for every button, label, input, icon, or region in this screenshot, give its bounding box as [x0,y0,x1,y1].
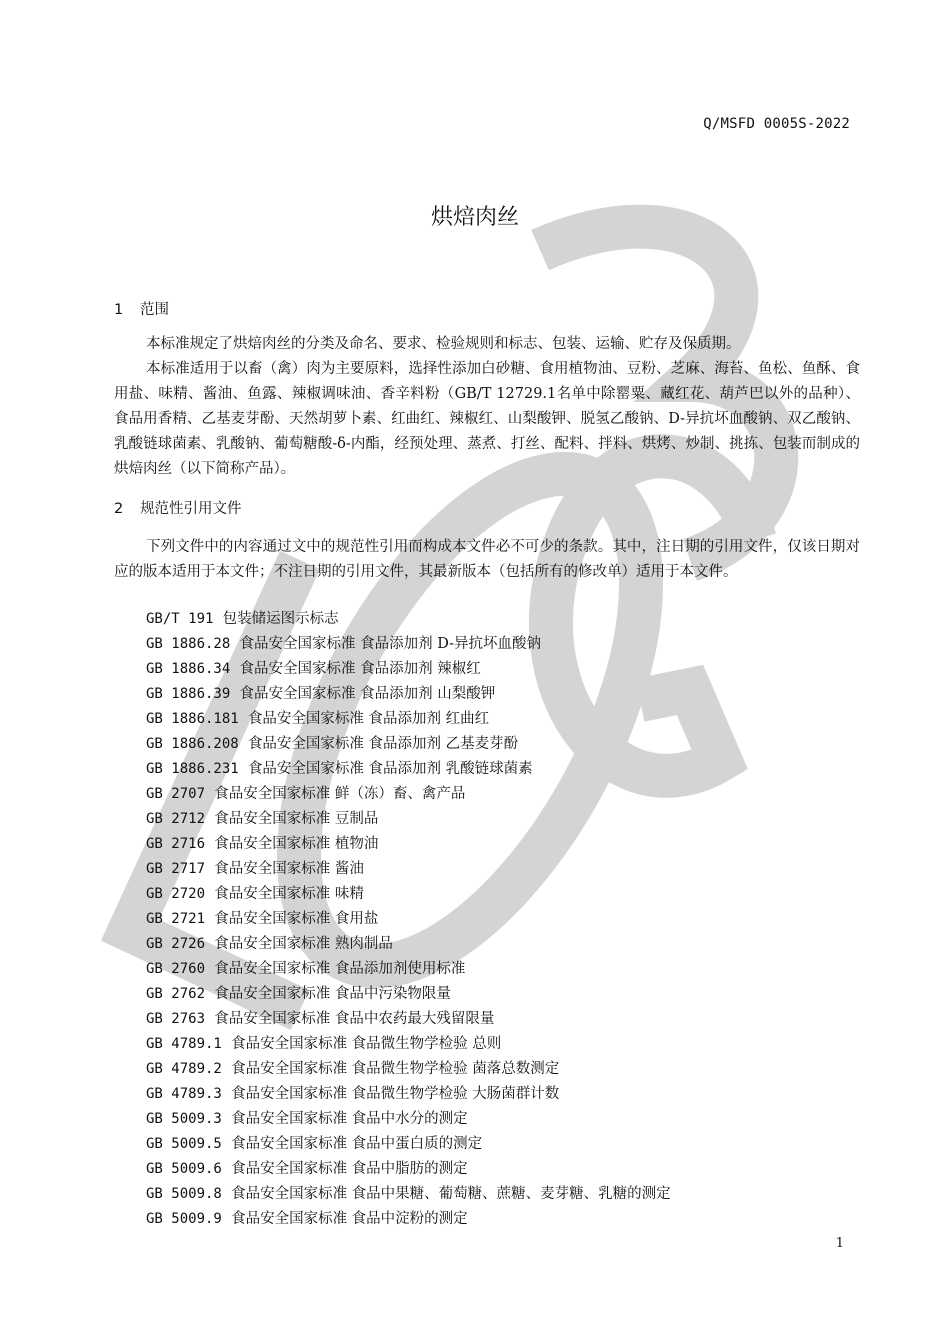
reference-title: 食品安全国家标准 食品中农药最大残留限量 [214,1011,495,1027]
reference-code: GB 2726 [146,936,206,952]
document-number: Q/MSFD 0005S-2022 [703,116,850,132]
reference-title: 食品安全国家标准 食品添加剂 乳酸链球菌素 [247,761,533,777]
reference-code: GB 2760 [146,961,206,977]
reference-item [146,1082,671,1107]
reference-title: 食品安全国家标准 食品中淀粉的测定 [231,1211,468,1227]
reference-code: GB 5009.6 [146,1161,222,1177]
reference-code: GB 1886.231 [146,761,239,777]
reference-item [146,607,671,632]
reference-code: GB 2712 [146,811,206,827]
reference-code: GB 2707 [146,786,206,802]
reference-title: 食品安全国家标准 食品中果糖、葡萄糖、蔗糖、麦芽糖、乳糖的测定 [231,1186,671,1202]
reference-item [146,1182,671,1207]
reference-title: 食品安全国家标准 食品中脂肪的测定 [231,1161,468,1177]
reference-code: GB 5009.8 [146,1186,222,1202]
reference-item [146,832,671,857]
reference-title: 食品安全国家标准 豆制品 [214,811,379,827]
reference-code: GB 2762 [146,986,206,1002]
section-title: 规范性引用文件 [140,501,242,517]
reference-code: GB 5009.5 [146,1136,222,1152]
reference-item [146,682,671,707]
reference-item [146,1207,671,1232]
reference-code: GB 5009.9 [146,1211,222,1227]
page-title: 烘焙肉丝 [430,205,519,230]
reference-item [146,957,671,982]
reference-code: GB 1886.181 [146,711,239,727]
reference-item [146,782,671,807]
reference-code: GB 1886.208 [146,736,239,752]
reference-item [146,707,671,732]
reference-code: GB 4789.3 [146,1086,222,1102]
reference-code: GB 5009.3 [146,1111,222,1127]
reference-code: GB 2763 [146,1011,206,1027]
reference-title: 食品安全国家标准 食用盐 [214,911,379,927]
reference-item [146,1007,671,1032]
paragraph: 本标准适用于以畜（禽）肉为主要原料，选择性添加白砂糖、食用植物油、豆粉、芝麻、海苔、鱼松、鱼酥、食用盐、味精、酱油、鱼露、辣椒调味油、香辛料粉（GB/T 12729.1名单中除罂粟、藏红花、葫芦巴以外的品种）、食品用香精、乙基麦芽酚、天然胡萝卜素、红曲红、辣椒红、山梨酸钾、脱氢乙酸钠、D-异抗坏血酸钠、双乙酸钠、乳酸链球菌素、乳酸钠、葡萄糖酸-δ-内酯，经预处理、蒸煮、打丝、配料、拌料、烘烤、炒制、挑拣、包装而制成的烘焙肉丝（以下简称产品）。 [114,361,860,477]
reference-code: GB 2720 [146,886,206,902]
reference-item [146,982,671,1007]
reference-item [146,657,671,682]
reference-code: GB 1886.34 [146,661,231,677]
reference-title: 食品安全国家标准 食品微生物学检验 大肠菌群计数 [231,1086,560,1102]
reference-title: 食品安全国家标准 食品微生物学检验 总则 [231,1036,502,1052]
paragraph: 下列文件中的内容通过文中的规范性引用而构成本文件必不可少的条款。其中，注日期的引用文件，仅该日期对应的版本适用于本文件；不注日期的引用文件，其最新版本（包括所有的修改单）适用于本文件。 [114,539,860,580]
reference-title: 食品安全国家标准 酱油 [214,861,364,877]
reference-title: 食品安全国家标准 味精 [214,886,364,902]
reference-item [146,1157,671,1182]
reference-code: GB 2716 [146,836,206,852]
reference-title: 食品安全国家标准 食品添加剂 红曲红 [247,711,490,727]
reference-code: GB/T 191 [146,611,214,627]
section-title: 范围 [140,302,169,318]
reference-title: 食品安全国家标准 食品添加剂 山梨酸钾 [239,686,496,702]
reference-title: 食品安全国家标准 熟肉制品 [214,936,393,952]
paragraph: 本标准规定了烘焙肉丝的分类及命名、要求、检验规则和标志、包装、运输、贮存及保质期。 [146,336,741,352]
reference-item [146,807,671,832]
reference-title: 食品安全国家标准 食品添加剂使用标准 [214,961,466,977]
reference-title: 食品安全国家标准 食品中蛋白质的测定 [231,1136,483,1152]
reference-item [146,1032,671,1057]
reference-item [146,857,671,882]
reference-item [146,732,671,757]
section-heading-normative-references [114,497,242,518]
reference-title: 包装储运图示标志 [222,611,339,627]
reference-code: GB 4789.1 [146,1036,222,1052]
reference-item [146,907,671,932]
reference-list [146,607,671,1232]
reference-title: 食品安全国家标准 食品中水分的测定 [231,1111,468,1127]
reference-item [146,757,671,782]
reference-code: GB 1886.39 [146,686,231,702]
reference-code: GB 2721 [146,911,206,927]
reference-title: 食品安全国家标准 食品添加剂 D-异抗坏血酸钠 [239,636,542,652]
reference-title: 食品安全国家标准 食品中污染物限量 [214,986,451,1002]
page-number: 1 [835,1236,844,1251]
section-number: 1 [114,302,124,318]
reference-item [146,632,671,657]
reference-title: 食品安全国家标准 食品添加剂 辣椒红 [239,661,481,677]
reference-item [146,1057,671,1082]
reference-item [146,1107,671,1132]
reference-title: 食品安全国家标准 食品添加剂 乙基麦芽酚 [247,736,519,752]
reference-title: 食品安全国家标准 食品微生物学检验 菌落总数测定 [231,1061,560,1077]
reference-code: GB 1886.28 [146,636,231,652]
reference-title: 食品安全国家标准 植物油 [214,836,379,852]
reference-code: GB 2717 [146,861,206,877]
section-heading-scope [114,298,169,319]
section-number: 2 [114,501,124,517]
reference-code: GB 4789.2 [146,1061,222,1077]
reference-item [146,1132,671,1157]
reference-item [146,882,671,907]
reference-title: 食品安全国家标准 鲜（冻）畜、禽产品 [214,786,466,802]
reference-item [146,932,671,957]
